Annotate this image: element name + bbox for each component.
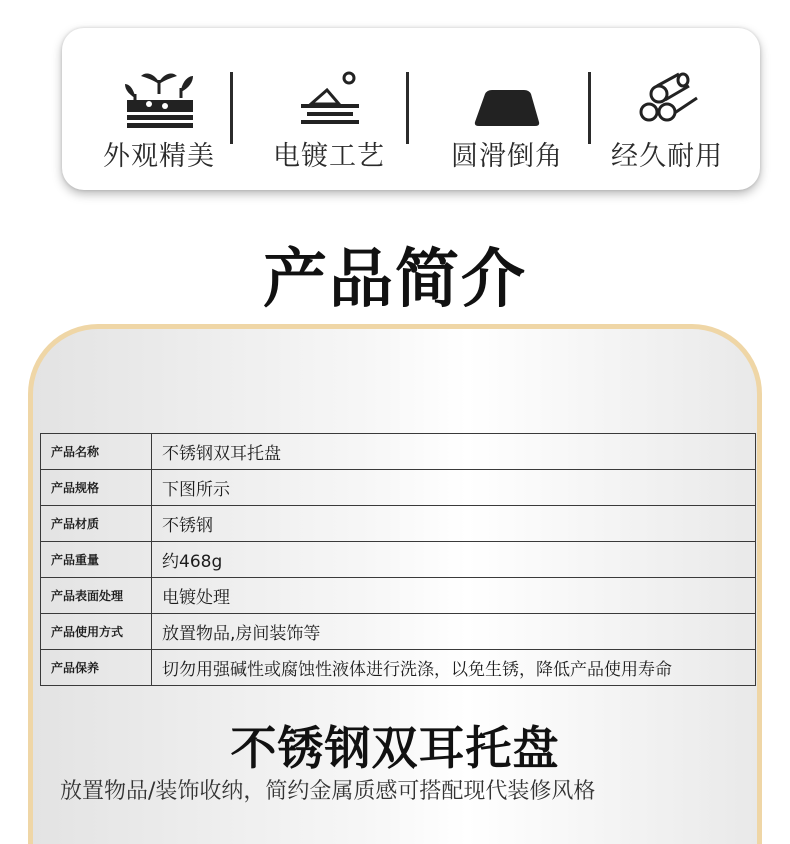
spec-value: 切勿用强碱性或腐蚀性液体进行洗涤，以免生锈，降低产品使用寿命 bbox=[152, 650, 756, 686]
table-row bbox=[41, 650, 756, 686]
spec-key: 产品表面处理 bbox=[41, 578, 152, 614]
trapezoid-shape-icon bbox=[467, 68, 547, 130]
feature-label: 外观精美 bbox=[103, 141, 215, 172]
pipes-bundle-icon bbox=[627, 68, 707, 130]
spec-table bbox=[40, 433, 756, 686]
feature-plating bbox=[254, 68, 404, 178]
feature-durable bbox=[592, 68, 742, 178]
spec-key: 产品规格 bbox=[41, 470, 152, 506]
spec-value: 不锈钢双耳托盘 bbox=[152, 434, 756, 470]
divider bbox=[406, 72, 409, 144]
spec-value: 电镀处理 bbox=[152, 578, 756, 614]
spec-value: 约468g bbox=[152, 542, 756, 578]
spec-value: 下图所示 bbox=[152, 470, 756, 506]
table-row bbox=[41, 578, 756, 614]
features-card bbox=[62, 28, 760, 190]
plant-soil-icon bbox=[119, 68, 199, 130]
table-row bbox=[41, 434, 756, 470]
feature-label: 电镀工艺 bbox=[273, 141, 385, 172]
spec-key: 产品重量 bbox=[41, 542, 152, 578]
spec-key: 产品材质 bbox=[41, 506, 152, 542]
spec-value: 放置物品,房间装饰等 bbox=[152, 614, 756, 650]
table-row bbox=[41, 614, 756, 650]
spec-value: 不锈钢 bbox=[152, 506, 756, 542]
divider bbox=[230, 72, 233, 144]
spec-key: 产品名称 bbox=[41, 434, 152, 470]
table-row bbox=[41, 470, 756, 506]
feature-label: 圆滑倒角 bbox=[451, 141, 563, 172]
feature-chamfer bbox=[432, 68, 582, 178]
product-description: 放置物品/装饰收纳，简约金属质感可搭配现代装修风格 bbox=[60, 779, 596, 804]
spec-key: 产品保养 bbox=[41, 650, 152, 686]
table-row bbox=[41, 506, 756, 542]
section-title: 产品简介 bbox=[263, 243, 527, 317]
spec-key: 产品使用方式 bbox=[41, 614, 152, 650]
table-row bbox=[41, 542, 756, 578]
feature-label: 经久耐用 bbox=[611, 141, 723, 172]
product-name: 不锈钢双耳托盘 bbox=[230, 721, 560, 775]
plating-layers-icon bbox=[289, 68, 369, 130]
feature-appearance bbox=[84, 68, 234, 178]
divider bbox=[588, 72, 591, 144]
